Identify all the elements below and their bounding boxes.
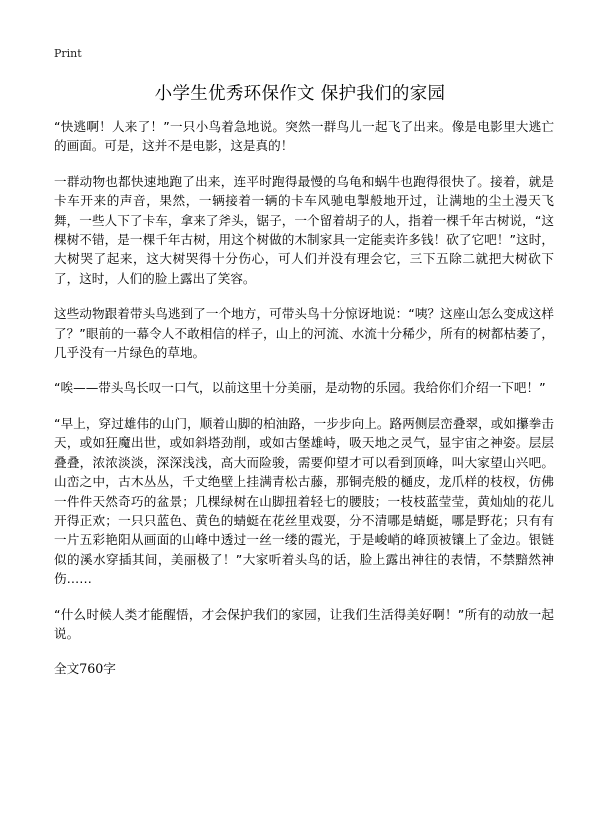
print-link[interactable]: Print xyxy=(54,47,82,60)
paragraph: “早上，穿过雄伟的山门，顺着山脚的柏油路，一步步向上。路两侧层峦叠翠，或如攥拳击天，或如狂魔出世，或如斜塔劲削，或如古堡雄峙，吸天地之灵气，显宇宙之神姿。层层叠叠，浓浓淡淡，深深浅浅，高大而险骏，需要仰望才可以看到顶峰，叫大家望山兴吧。山峦之中，古木丛丛，千丈绝壁上挂满青松古藤，那铜壳般的樋皮，龙爪样的枝杈，仿佛一件件天然奇巧的盆景；几棵绿树在山脚扭着轻七的腰肢；一枝枝蓝莹莹，黄灿灿的花儿开得正欢；一只只蓝色、黄色的蜻蜓在花丝里戏耍，分不清哪是蜻蜓，哪是野花；只有有一片五彩艳阳从画面的山峰中透过一丝一缕的霞光，于是峻峭的峰顶被镶上了金边。银链似的溪水穿插其间，美丽极了！”大家听着头鸟的话，脸上露出神往的表情，不禁黯然神伤…… xyxy=(54,415,554,587)
paragraph: “唉——带头鸟长叹一口气，以前这里十分美丽，是动物的乐园。我给你们介绍一下吧！” xyxy=(54,380,546,396)
paragraph: “快逃啊！人来了！”一只小鸟着急地说。突然一群鸟儿一起飞了出来。像是电影里大逃亡的画面。可是，这并不是电影，这是真的！ xyxy=(54,119,554,154)
article-title: 小学生优秀环保作文 保护我们的家园 xyxy=(154,84,446,104)
article-body xyxy=(54,117,554,695)
paragraph: 一群动物也都快速地跑了出来，连平时跑得最慢的乌龟和蜗牛也跑得很快了。接着，就是卡车开来的声音，果然，一辆接着一辆的卡车风驰电掣般地开过，让满地的尘土漫天飞舞，一些人下了卡车，拿来了斧头，锯子，一个留着胡子的人，指着一棵千年古树说，“这棵树不错，是一棵千年古树，用这个树做的木制家具一定能卖许多钱！砍了它吧！”这时，大树哭了起来，这大树哭得十分伤心，可人们并没有理会它，三下五除二就把大树砍下了，这时，人们的脸上露出了笑容。 xyxy=(54,173,554,286)
paragraph: 这些动物跟着带头鸟逃到了一个地方，可带头鸟十分惊讶地说：“咦？这座山怎么变成这样了？”眼前的一幕令人不敢相信的样子，山上的河流、水流十分稀少，所有的树都枯萎了，几乎没有一片绿色的草地。 xyxy=(54,306,554,361)
paragraph: “什么时候人类才能醒悟，才会保护我们的家园，让我们生活得美好啊！”所有的动放一起说。 xyxy=(54,606,554,641)
word-count: 全文760字 xyxy=(54,661,116,677)
